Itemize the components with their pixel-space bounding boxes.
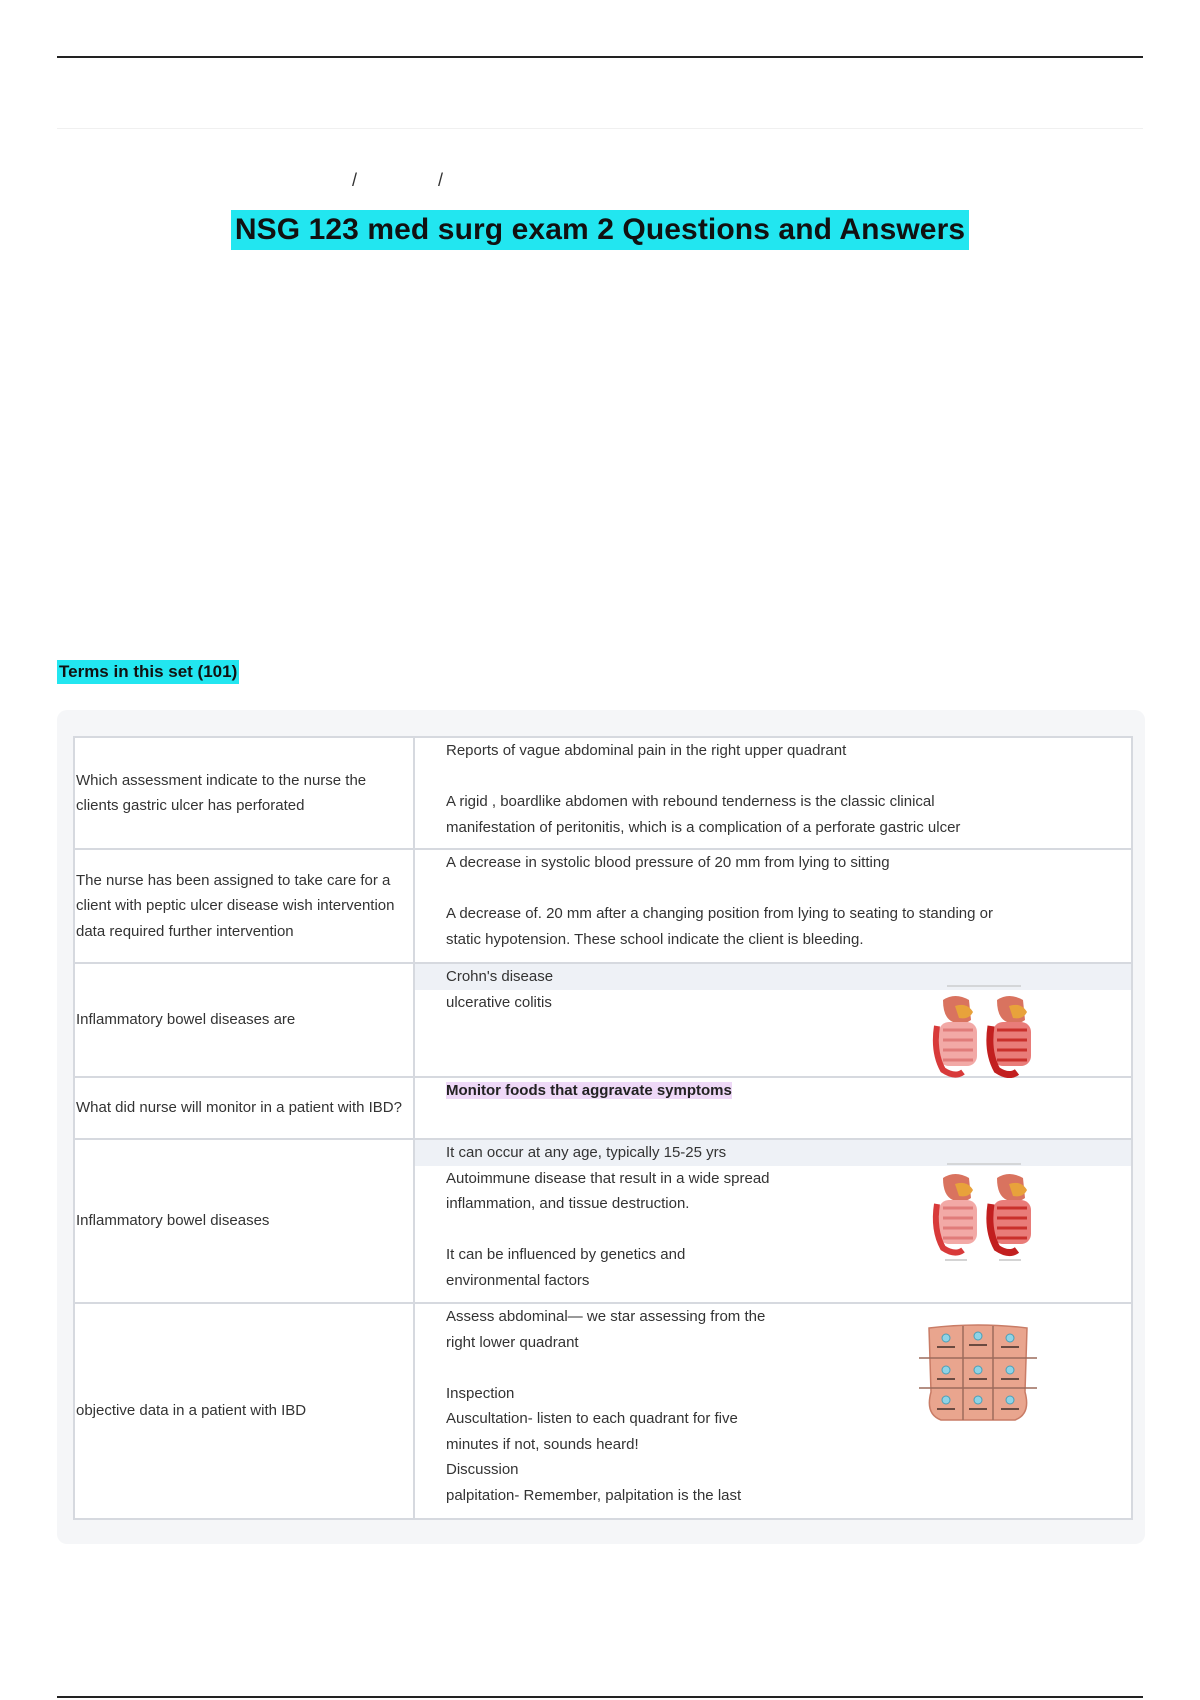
definition-line: Discussion bbox=[446, 1461, 519, 1478]
definition-line: Reports of vague abdominal pain in the right upper quadrant bbox=[446, 742, 847, 759]
footer-rule bbox=[57, 1696, 1143, 1698]
table-row bbox=[74, 1303, 1132, 1519]
definition-line: minutes if not, sounds heard! bbox=[446, 1435, 639, 1453]
date-slash-1: / bbox=[352, 170, 358, 190]
definition-cell bbox=[414, 737, 1132, 849]
definition-line: A decrease of. 20 mm after a changing position from lying to seating to standing or bbox=[446, 905, 993, 922]
table-row bbox=[74, 737, 1132, 849]
table-row bbox=[74, 1139, 1132, 1303]
definition-line: Auscultation- listen to each quadrant for five bbox=[446, 1410, 738, 1427]
definition-line: Assess abdominal— we star assessing from the bbox=[446, 1308, 766, 1325]
terms-count-label: Terms in this set (101) bbox=[57, 660, 239, 684]
definition-cell bbox=[414, 849, 1132, 963]
term-cell: Inflammatory bowel diseases bbox=[74, 1139, 414, 1303]
table-row bbox=[74, 963, 1132, 1077]
intestines-illustration-icon bbox=[929, 982, 1039, 1078]
term-cell: What did nurse will monitor in a patient with IBD? bbox=[74, 1077, 414, 1139]
document-title: NSG 123 med surg exam 2 Questions and Answers bbox=[231, 210, 969, 250]
abdominal-quadrants-illustration-icon bbox=[919, 1322, 1037, 1422]
definition-cell bbox=[414, 1077, 1132, 1139]
definition-line: A rigid , boardlike abdomen with rebound tenderness is the classic clinical bbox=[446, 793, 935, 810]
term-cell: objective data in a patient with IBD bbox=[74, 1303, 414, 1519]
table-row bbox=[74, 1077, 1132, 1139]
definition-line: ulcerative colitis bbox=[446, 993, 552, 1011]
term-cell: Which assessment indicate to the nurse the clients gastric ulcer has perforated bbox=[74, 737, 414, 849]
definition-line: A decrease in systolic blood pressure of 20 mm from lying to sitting bbox=[446, 854, 890, 871]
definition-line: manifestation of peritonitis, which is a complication of a perforate gastric ulcer bbox=[446, 818, 961, 836]
definition-line: inflammation, and tissue destruction. bbox=[446, 1195, 690, 1212]
terms-table bbox=[73, 736, 1133, 1520]
definition-cell bbox=[414, 963, 1132, 1077]
definition-line: palpitation- Remember, palpitation is the last bbox=[446, 1486, 742, 1504]
definition-line: Inspection bbox=[446, 1384, 515, 1402]
definition-line: Crohn's disease bbox=[415, 964, 1131, 990]
definition-line bbox=[446, 1078, 1121, 1104]
divider bbox=[57, 128, 1143, 129]
header-rule bbox=[57, 56, 1143, 58]
date-slash-2: / bbox=[438, 170, 444, 190]
term-cell: Inflammatory bowel diseases are bbox=[74, 963, 414, 1077]
definition-line: environmental factors bbox=[446, 1271, 590, 1289]
definition-gap bbox=[446, 764, 1121, 790]
definition-line: Autoimmune disease that result in a wide spread bbox=[446, 1169, 770, 1187]
term-cell: The nurse has been assigned to take care for a client with peptic ulcer disease wish intervention data required further intervention bbox=[74, 849, 414, 963]
intestines-illustration-icon bbox=[929, 1160, 1039, 1264]
definition-gap bbox=[446, 876, 1121, 902]
definition-line: It can occur at any age, typically 15-25 yrs bbox=[415, 1140, 1131, 1166]
table-row bbox=[74, 849, 1132, 963]
definition-cell bbox=[414, 1139, 1132, 1303]
definition-cell bbox=[414, 1303, 1132, 1519]
title-container bbox=[0, 210, 1200, 250]
highlighted-text: Monitor foods that aggravate symptoms bbox=[446, 1082, 732, 1099]
definition-line: static hypotension. These school indicate the client is bleeding. bbox=[446, 930, 864, 948]
definition-line: right lower quadrant bbox=[446, 1333, 579, 1351]
definition-line: It can be influenced by genetics and bbox=[446, 1246, 686, 1263]
